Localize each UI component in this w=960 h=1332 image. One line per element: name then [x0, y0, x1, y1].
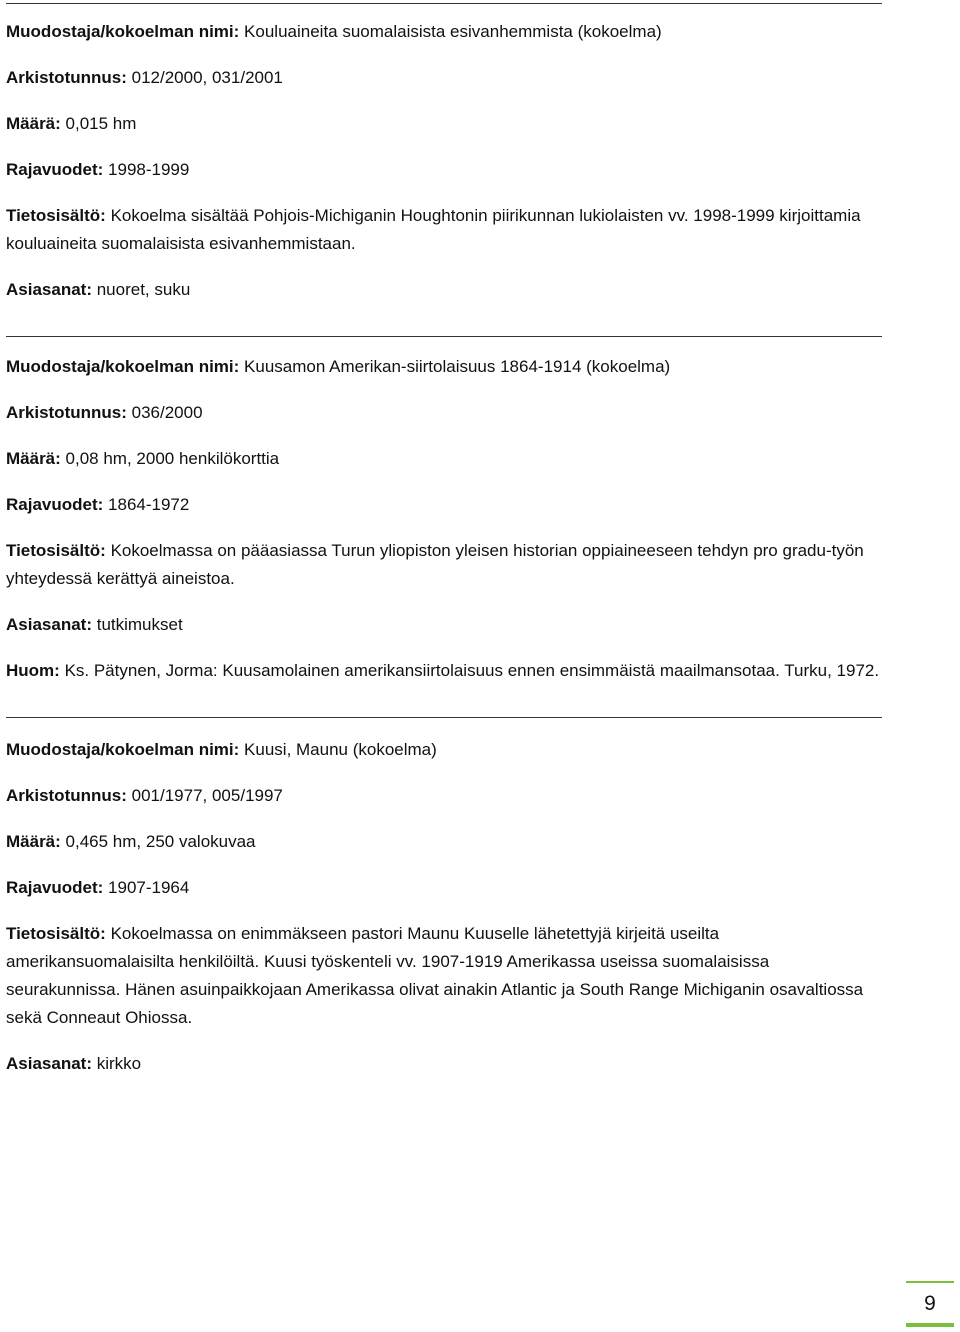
field-label: Muodostaja/kokoelman nimi: — [6, 22, 240, 41]
collection-entry — [6, 4, 882, 304]
field-value: 012/2000, 031/2001 — [131, 68, 283, 87]
field-value: Kouluaineita suomalaisista esivanhemmista (kokoelma) — [244, 22, 662, 41]
field-label: Asiasanat: — [6, 615, 92, 634]
field-label: Rajavuodet: — [6, 878, 104, 897]
field-value: tutkimukset — [96, 615, 183, 634]
field-label: Rajavuodet: — [6, 495, 104, 514]
archive-id-field — [6, 399, 882, 427]
field-label: Tietosisältö: — [6, 541, 106, 560]
field-value: 001/1977, 005/1997 — [131, 786, 283, 805]
field-value: Kokoelmassa on pääasiassa Turun yliopiston yleisen historian oppiaineeseen tehdyn pro gradu-työn yhteydessä kerättyä aineistoa. — [6, 541, 864, 588]
field-value: 036/2000 — [131, 403, 203, 422]
amount-field — [6, 445, 882, 473]
keywords-field — [6, 611, 882, 639]
field-value: 1998-1999 — [108, 160, 190, 179]
amount-field — [6, 828, 882, 856]
field-label: Rajavuodet: — [6, 160, 104, 179]
archive-id-field — [6, 64, 882, 92]
field-value: 1907-1964 — [108, 878, 190, 897]
content-description-field — [6, 537, 882, 593]
field-label: Arkistotunnus: — [6, 786, 127, 805]
field-label: Asiasanat: — [6, 1054, 92, 1073]
field-label: Arkistotunnus: — [6, 68, 127, 87]
keywords-field — [6, 1050, 882, 1078]
field-value: Kokoelmassa on enimmäkseen pastori Maunu Kuuselle lähetettyjä kirjeitä useilta amerikansuomalaisilta henkilöiltä. Kuusi työskenteli vv. 1907-1919 Amerikassa useissa suomalaisissa seurakunnissa. Hänen asuinpaikkojaan Amerikassa olivat ainakin Atlantic ja South Range Michiganin osavaltiossa sekä Conneaut Ohiossa. — [6, 924, 864, 1027]
field-value: 0,465 hm, 250 valokuvaa — [65, 832, 256, 851]
date-range-field — [6, 491, 882, 519]
field-label: Muodostaja/kokoelman nimi: — [6, 740, 240, 759]
collection-name-field — [6, 736, 882, 764]
content-description-field — [6, 920, 882, 1032]
field-label: Muodostaja/kokoelman nimi: — [6, 357, 240, 376]
document-page — [6, 0, 882, 1096]
collection-name-field — [6, 18, 882, 46]
field-label: Huom: — [6, 661, 60, 680]
keywords-field — [6, 276, 882, 304]
field-value: kirkko — [96, 1054, 142, 1073]
field-label: Määrä: — [6, 114, 61, 133]
field-value: 0,015 hm — [65, 114, 137, 133]
field-label: Arkistotunnus: — [6, 403, 127, 422]
field-label: Asiasanat: — [6, 280, 92, 299]
collection-entry — [6, 337, 882, 685]
field-value: nuoret, suku — [96, 280, 191, 299]
field-label: Määrä: — [6, 449, 61, 468]
field-value: 1864-1972 — [108, 495, 190, 514]
field-value: Kokoelma sisältää Pohjois-Michiganin Houghtonin piirikunnan lukiolaisten vv. 1998-1999 kirjoittamia kouluaineita suomalaisista esivanhemmistaan. — [6, 206, 861, 253]
archive-id-field — [6, 782, 882, 810]
field-label: Tietosisältö: — [6, 924, 106, 943]
field-value: Kuusi, Maunu (kokoelma) — [244, 740, 437, 759]
field-value: 0,08 hm, 2000 henkilökorttia — [65, 449, 280, 468]
field-label: Tietosisältö: — [6, 206, 106, 225]
field-value: Ks. Pätynen, Jorma: Kuusamolainen amerikansiirtolaisuus ennen ensimmäistä maailmansotaa. Turku, 1972. — [64, 661, 880, 680]
date-range-field — [6, 156, 882, 184]
note-field — [6, 657, 882, 685]
collection-entry — [6, 718, 882, 1078]
field-value: Kuusamon Amerikan-siirtolaisuus 1864-1914 (kokoelma) — [244, 357, 671, 376]
date-range-field — [6, 874, 882, 902]
collection-name-field — [6, 353, 882, 381]
page-number: 9 — [906, 1281, 954, 1327]
content-description-field — [6, 202, 882, 258]
amount-field — [6, 110, 882, 138]
field-label: Määrä: — [6, 832, 61, 851]
